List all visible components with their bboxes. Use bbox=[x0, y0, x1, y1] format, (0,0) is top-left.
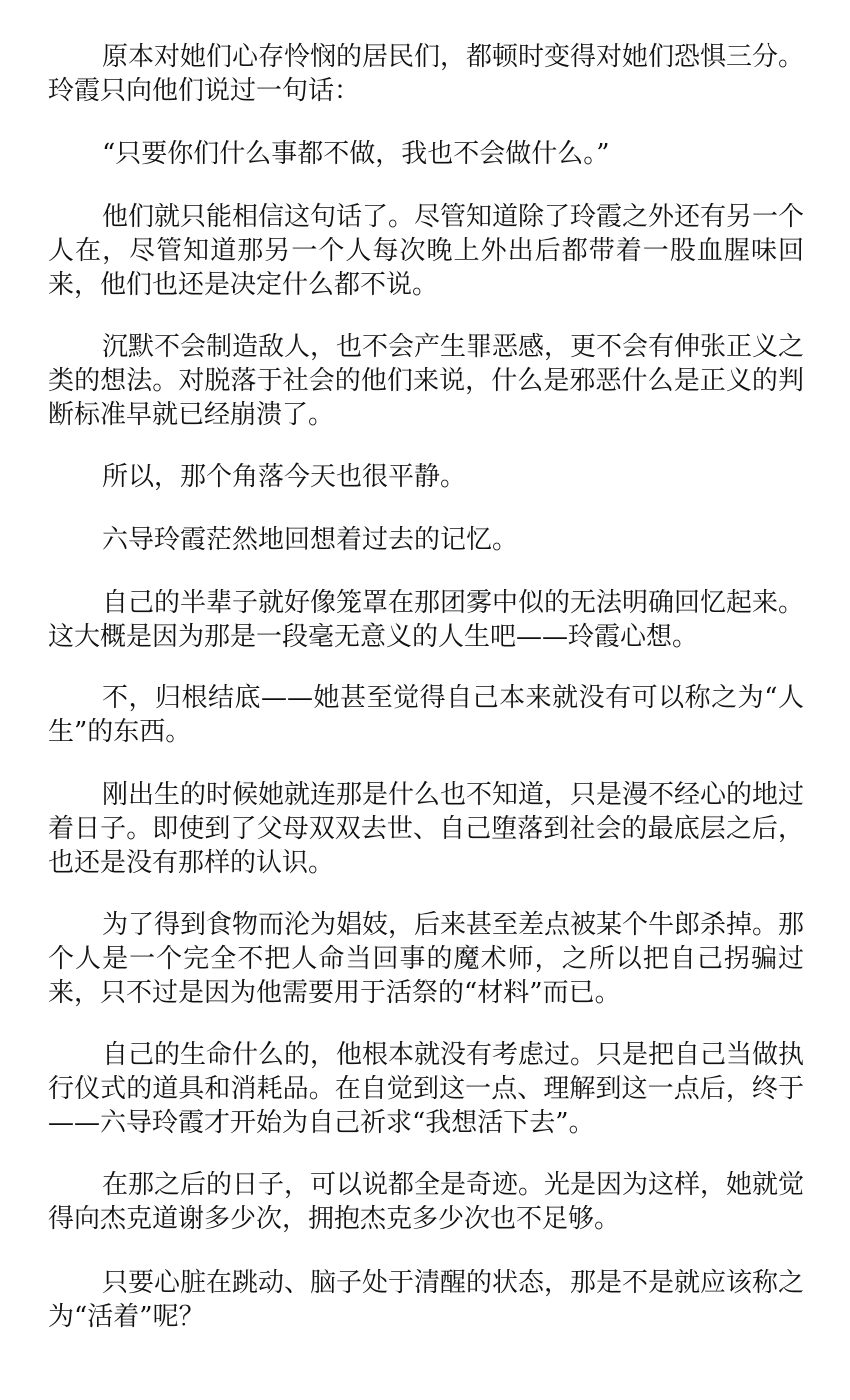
document-page bbox=[48, 0, 804, 1400]
paragraph-8: 不，归根结底——她甚至觉得自己本来就没有可以称之为“人生”的东西。 bbox=[48, 683, 804, 747]
paragraph-3: 他们就只能相信这句话了。尽管知道除了玲霞之外还有另一个人在，尽管知道那另一个人每次晚上外出后都带着一股血腥味回来，他们也还是决定什么都不说。 bbox=[48, 202, 805, 300]
paragraph-5: 所以，那个角落今天也很平静。 bbox=[102, 462, 467, 492]
paragraph-1: 原本对她们心存怜悯的居民们，都顿时变得对她们恐惧三分。玲霞只向他们说过一句话： bbox=[48, 42, 805, 106]
paragraph-2: “只要你们什么事都不做，我也不会做什么。” bbox=[102, 139, 610, 169]
paragraph-6: 六导玲霞茫然地回想着过去的记忆。 bbox=[102, 525, 519, 555]
paragraph-10: 为了得到食物而沦为娼妓，后来甚至差点被某个牛郎杀掉。那个人是一个完全不把人命当回事的魔术师，之所以把自己拐骗过来，只不过是因为他需要用于活祭的“材料”而已。 bbox=[48, 910, 805, 1008]
paragraph-7: 自己的半辈子就好像笼罩在那团雾中似的无法明确回忆起来。这大概是因为那是一段毫无意义的人生吧——玲霞心想。 bbox=[48, 588, 805, 652]
paragraph-11: 自己的生命什么的，他根本就没有考虑过。只是把自己当做执行仪式的道具和消耗品。在自觉到这一点、理解到这一点后，终于——六导玲霞才开始为自己祈求“我想活下去”。 bbox=[48, 1040, 805, 1138]
paragraph-12: 在那之后的日子，可以说都全是奇迹。光是因为这样，她就觉得向杰克道谢多少次，拥抱杰克多少次也不足够。 bbox=[48, 1170, 805, 1234]
paragraph-4: 沉默不会制造敌人，也不会产生罪恶感，更不会有伸张正义之类的想法。对脱落于社会的他们来说，什么是邪恶什么是正义的判断标准早就已经崩溃了。 bbox=[48, 332, 805, 430]
paragraph-13: 只要心脏在跳动、脑子处于清醒的状态，那是不是就应该称之为“活着”呢？ bbox=[48, 1268, 805, 1332]
paragraph-9: 刚出生的时候她就连那是什么也不知道，只是漫不经心的地过着日子。即使到了父母双双去世、自己堕落到社会的最底层之后，也还是没有那样的认识。 bbox=[48, 780, 805, 878]
